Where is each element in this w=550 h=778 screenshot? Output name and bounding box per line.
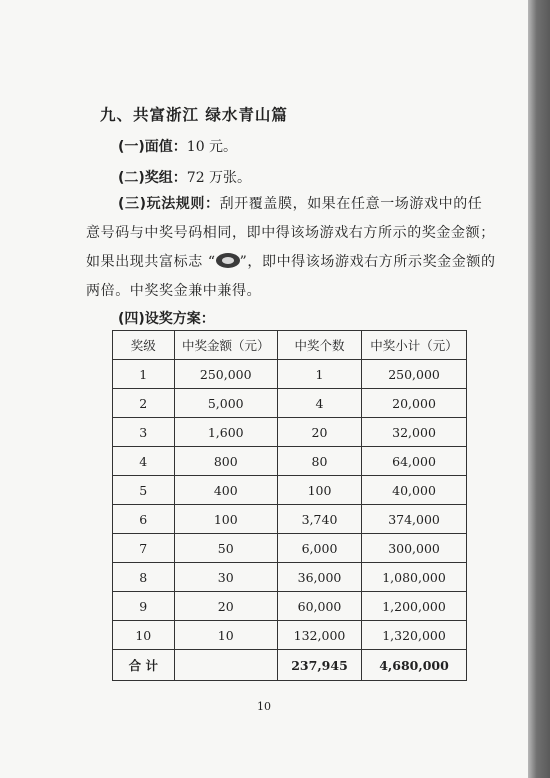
table-cell: 6,000 (277, 534, 361, 563)
table-row (113, 389, 467, 418)
table-cell: 300,000 (362, 534, 467, 563)
table-cell: 250,000 (174, 360, 277, 389)
table-row (113, 621, 467, 650)
table-cell: 4 (277, 389, 361, 418)
table-cell: 1,080,000 (362, 563, 467, 592)
table-row (113, 447, 467, 476)
table-cell: 1,200,000 (362, 592, 467, 621)
table-cell: 36,000 (277, 563, 361, 592)
page-edge-shadow (528, 0, 550, 778)
total-amount-cell: 4,680,000 (362, 650, 467, 681)
table-cell: 400 (174, 476, 277, 505)
table-row (113, 592, 467, 621)
table-cell: 1,600 (174, 418, 277, 447)
table-cell: 5,000 (174, 389, 277, 418)
page-number: 10 (257, 700, 271, 713)
table-cell: 7 (113, 534, 175, 563)
table-cell: 6 (113, 505, 175, 534)
table-row (113, 534, 467, 563)
ticket-group-text: 72 万张。 (186, 170, 252, 186)
gongfu-logo-icon (216, 253, 240, 268)
ticket-group-label: (二)奖组： (118, 170, 187, 186)
table-row (113, 505, 467, 534)
table-cell: 800 (174, 447, 277, 476)
table-cell: 100 (277, 476, 361, 505)
table-header-row (113, 331, 467, 360)
prize-plan-line (118, 308, 215, 328)
table-cell: 10 (113, 621, 175, 650)
table-cell: 50 (174, 534, 277, 563)
table-cell: 20 (174, 592, 277, 621)
table-cell: 374,000 (362, 505, 467, 534)
column-header: 中奖金额（元） (174, 331, 277, 360)
table-cell: 3 (113, 418, 175, 447)
table-cell: 60,000 (277, 592, 361, 621)
table-row (113, 476, 467, 505)
ticket-group-line (118, 167, 251, 187)
total-label-cell: 合 计 (113, 650, 175, 681)
table-cell: 1,320,000 (362, 621, 467, 650)
face-value-line (118, 136, 237, 156)
column-header: 中奖小计（元） (362, 331, 467, 360)
table-cell: 64,000 (362, 447, 467, 476)
rules-label: (三)玩法规则： (118, 196, 220, 212)
table-cell: 9 (113, 592, 175, 621)
table-row (113, 360, 467, 389)
table-cell: 32,000 (362, 418, 467, 447)
table-cell (174, 650, 277, 681)
rules-text-part-2: ”，即中得该场游戏右方所示奖金金额的两倍。中奖奖金兼中兼得。 (86, 254, 496, 299)
table-cell: 20 (277, 418, 361, 447)
column-header: 奖级 (113, 331, 175, 360)
rules-text-part-1: 刮开覆盖膜，如果在任意一场游戏中的任意号码与中奖号码相同，即中得该场游戏右方所示的奖金金额；如果出现共富标志 “ (86, 196, 495, 270)
table-cell: 8 (113, 563, 175, 592)
table-cell: 20,000 (362, 389, 467, 418)
table-cell: 1 (277, 360, 361, 389)
table-cell: 2 (113, 389, 175, 418)
table-cell: 30 (174, 563, 277, 592)
column-header: 中奖个数 (277, 331, 361, 360)
table-cell: 10 (174, 621, 277, 650)
table-cell: 1 (113, 360, 175, 389)
table-cell: 132,000 (277, 621, 361, 650)
table-cell: 40,000 (362, 476, 467, 505)
prize-plan-label: (四)设奖方案： (118, 311, 215, 327)
section-heading: 九、共富浙江 绿水青山篇 (100, 106, 288, 124)
table-cell: 80 (277, 447, 361, 476)
table-row (113, 563, 467, 592)
table-cell: 250,000 (362, 360, 467, 389)
prize-table (112, 330, 467, 681)
rules-paragraph (86, 190, 496, 306)
table-cell: 3,740 (277, 505, 361, 534)
table-cell: 5 (113, 476, 175, 505)
face-value-text: 10 元。 (186, 139, 238, 155)
face-value-label: (一)面值： (118, 139, 187, 155)
table-total-row (113, 650, 467, 681)
total-count-cell: 237,945 (277, 650, 361, 681)
table-cell: 100 (174, 505, 277, 534)
table-row (113, 418, 467, 447)
table-cell: 4 (113, 447, 175, 476)
